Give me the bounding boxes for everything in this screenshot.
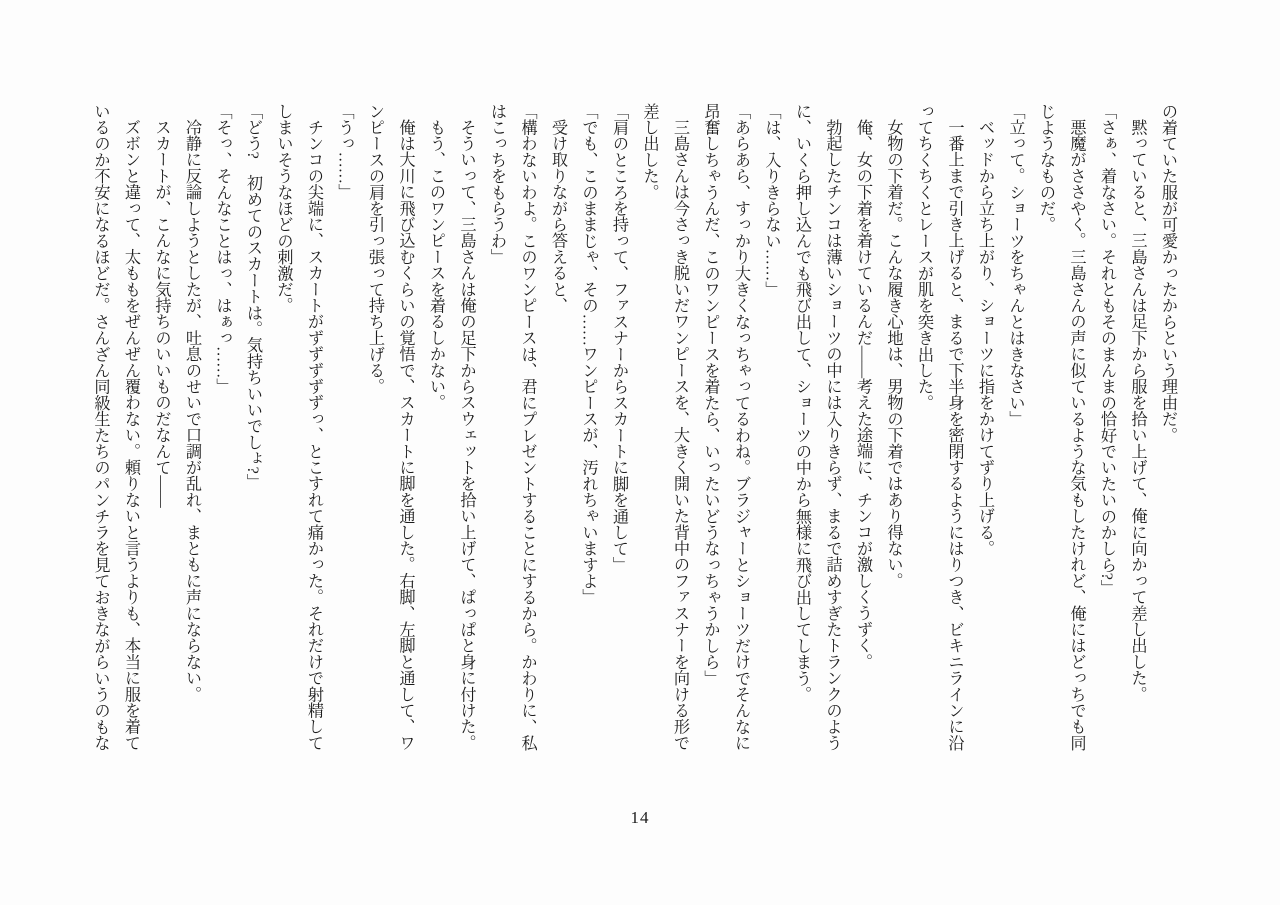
text-column: 受け取りながら答えると、: [549, 119, 567, 314]
text-column: ベッドから立ち上がり、ショーツに指をかけてずり上げる。: [976, 119, 994, 557]
text-column: スカートが、こんなに気持ちのいいものだなんて――: [152, 119, 171, 508]
text-column: 「さぁ、着なさい。それともそのまんまの恰好でいたいのかしら?」: [1098, 103, 1116, 597]
text-column: 「どう? 初めてのスカートは。気持ちいいでしょ?」: [244, 103, 262, 490]
text-column: 俺は大川に飛び込むくらいの覚悟で、スカートに脚を通した。右脚、左脚と通して、ワ: [396, 119, 415, 751]
text-column: 黙っていると、三島さんは足下から服を拾い上げて、俺に向かって差し出した。: [1128, 119, 1147, 703]
page-number: 14: [630, 808, 650, 827]
text-column: しまいそうなほどの刺激だ。: [274, 103, 293, 314]
text-column: 「立って。ショーツをちゃんとはきなさい」: [1006, 103, 1025, 427]
text-column: 三島さんは今さっき脱いだワンピースを、大きく開いた背中のファスナーを向ける形で: [671, 119, 689, 751]
text-column: いるのか不安になるほどだ。さんざん同級生たちのパンチラを見ておきながらいうのもな: [91, 103, 110, 751]
text-column: 冷静に反論しようとしたが、吐息のせいで口調が乱れ、まともに声にならない。: [183, 119, 201, 703]
text-column: 俺、女の下着を着けているんだ――考えた途端に、チンコが激しくうずく。: [854, 119, 872, 670]
text-column: 「そっ、そんなことはっ、はぁっ……」: [213, 103, 232, 395]
text-column: ンピースの肩を引っ張って持ち上げる。: [366, 103, 384, 395]
text-column: 「構わないわよ。このワンピースは、君にプレゼントすることにするから。かわりに、私: [518, 103, 537, 751]
text-column: じようなものだ。: [1037, 103, 1055, 233]
text-column: 昂奮しちゃうんだ、このワンピースを着たら、いったいどうなっちゃうかしら」: [701, 103, 720, 687]
text-column: 「うっ……」: [335, 103, 354, 201]
text-column: 悪魔がささやく。三島さんの声に似ているような気もしたけれど、俺にはどっちでも同: [1067, 119, 1086, 751]
text-column: チンコの尖端に、スカートがずずずずずっ、とこすれて痛かった。それだけで射精して: [305, 119, 323, 751]
text-column: そういって、三島さんは俺の足下からスウェットを拾い上げて、ぱっぱと身に付けた。: [457, 119, 476, 751]
text-column: ズボンと違って、太ももをぜんぜん覆わない。頼りないと言うよりも、本当に服を着て: [122, 119, 140, 751]
text-column: はこっちをもらうわ」: [488, 103, 506, 265]
text-column: 「でも、このままじゃ、その……ワンピースが、汚れちゃいますよ」: [579, 103, 598, 606]
text-column: の着ていた服が可愛かったからという理由だ。: [1159, 103, 1177, 444]
text-column: 女物の下着だ。こんな履き心地は、男物の下着ではあり得ない。: [884, 119, 903, 589]
text-column: 勃起したチンコは薄いショーツの中には入りきらず、まるで詰めすぎたトランクのよう: [823, 119, 842, 751]
text-column: 「あらあら、すっかり大きくなっちゃってるわね。ブラジャーとショーツだけでそんなに: [732, 103, 750, 751]
text-column: 一番上まで引き上げると、まるで下半身を密閉するようにはりつき、ビキニラインに沿: [945, 119, 964, 751]
text-column: ってちくちくとレースが肌を突き出した。: [915, 103, 933, 411]
text-column: 「肩のところを持って、ファスナーからスカートに脚を通して」: [610, 103, 628, 573]
text-column: 「は、入りきらない……」: [762, 103, 781, 298]
text-column: 差し出した。: [640, 103, 659, 201]
novel-text-block: [83, 103, 1183, 755]
text-column: に、いくら押し込んでも飛び出して、ショーツの中から無様に飛び出してしまう。: [793, 103, 811, 703]
text-column: もう、このワンピースを着るしかない。: [427, 119, 445, 411]
